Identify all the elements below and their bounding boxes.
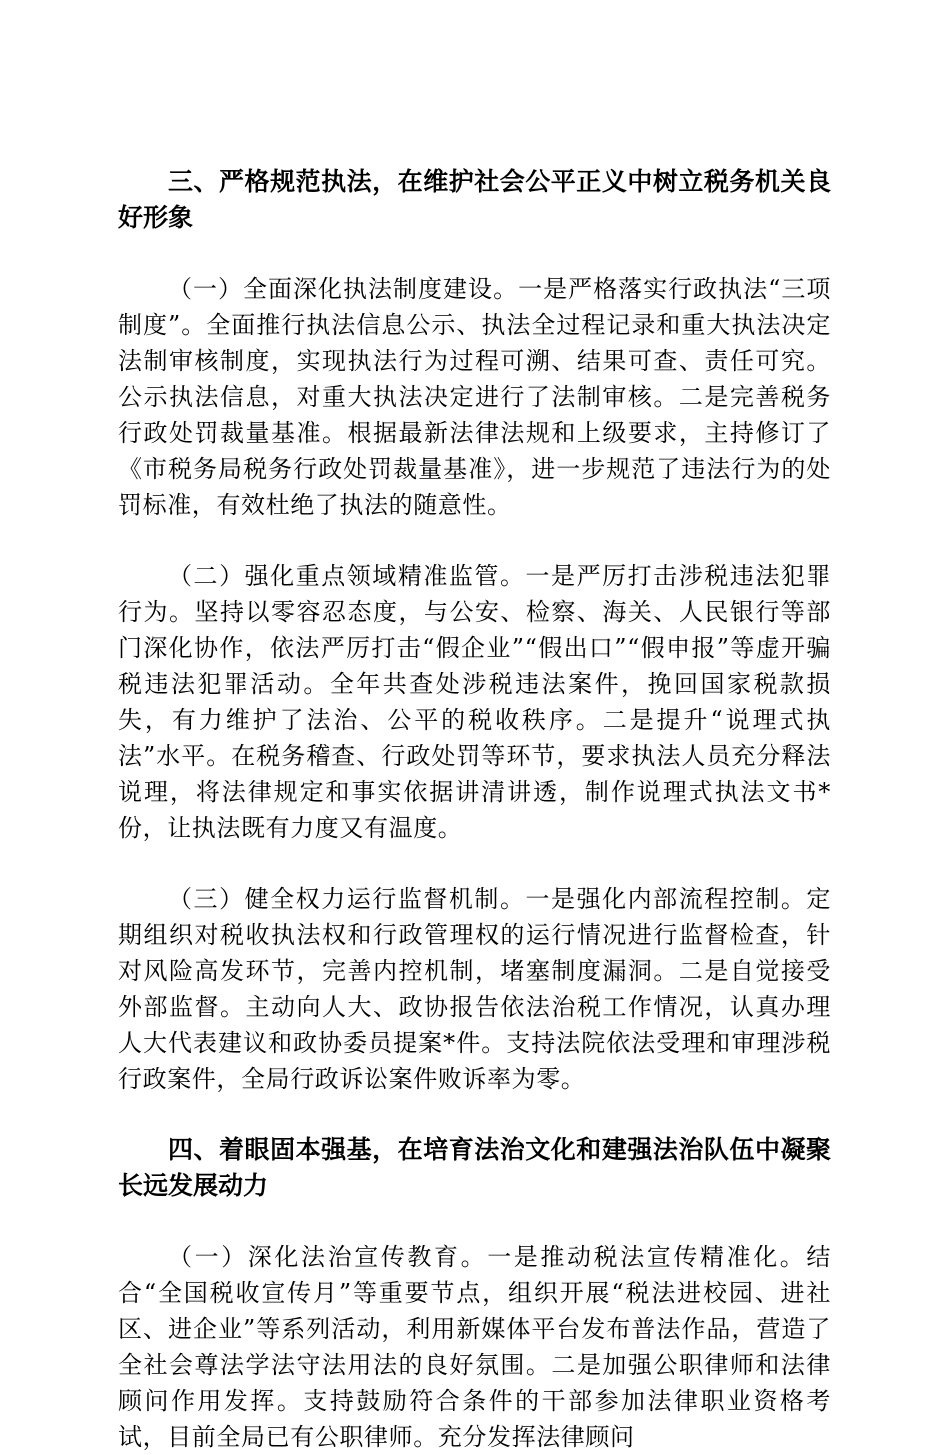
section-heading-4: 四、着眼固本强基，在培育法治文化和建强法治队伍中凝聚长远发展动力 (118, 1135, 831, 1200)
section-heading-3: 三、严格规范执法，在维护社会公平正义中树立税务机关良好形象 (118, 167, 831, 232)
paragraph-4-1: （一）深化法治宣传教育。一是推动税法宣传精准化。结合“全国税收宣传月”等重要节点，组织开展“税法进校园、进社区、进企业”等系列活动，利用新媒体平台发布普法作品，营造了全社会尊法学法守法用法的良好氛围。二是加强公职律师和法律顾问作用发挥。支持鼓励符合条件的干部参加法律职业资格考试，目前全局已有公职律师。充分发挥法律顾问 (118, 1243, 831, 1451)
document-body (118, 164, 831, 1455)
paragraph-3-2: （二）强化重点领域精准监管。一是严厉打击涉税违法犯罪行为。坚持以零容忍态度，与公安、检察、海关、人民银行等部门深化协作，依法严厉打击“假企业”“假出口”“假申报”等虚开骗税违法犯罪活动。全年共查处涉税违法案件，挽回国家税款损失，有力维护了法治、公平的税收秩序。二是提升“说理式执法”水平。在税务稽查、行政处罚等环节，要求执法人员充分释法说理，将法律规定和事实依据讲清讲透，制作说理式执法文书*份，让执法既有力度又有温度。 (118, 562, 831, 842)
paragraph-3-1: （一）全面深化执法制度建设。一是严格落实行政执法“三项制度”。全面推行执法信息公示、执法全过程记录和重大执法决定法制审核制度，实现执法行为过程可溯、结果可查、责任可究。公示执法信息，对重大执法决定进行了法制审核。二是完善税务行政处罚裁量基准。根据最新法律法规和上级要求，主持修订了《市税务局税务行政处罚裁量基准》，进一步规范了违法行为的处罚标准，有效杜绝了执法的随意性。 (118, 275, 831, 519)
paragraph-3-3: （三）健全权力运行监督机制。一是强化内部流程控制。定期组织对税收执法权和行政管理权的运行情况进行监督检查，针对风险高发环节，完善内控机制，堵塞制度漏洞。二是自觉接受外部监督。主动向人大、政协报告依法治税工作情况，认真办理人大代表建议和政协委员提案*件。支持法院依法受理和审理涉税行政案件，全局行政诉讼案件败诉率为零。 (118, 885, 831, 1093)
